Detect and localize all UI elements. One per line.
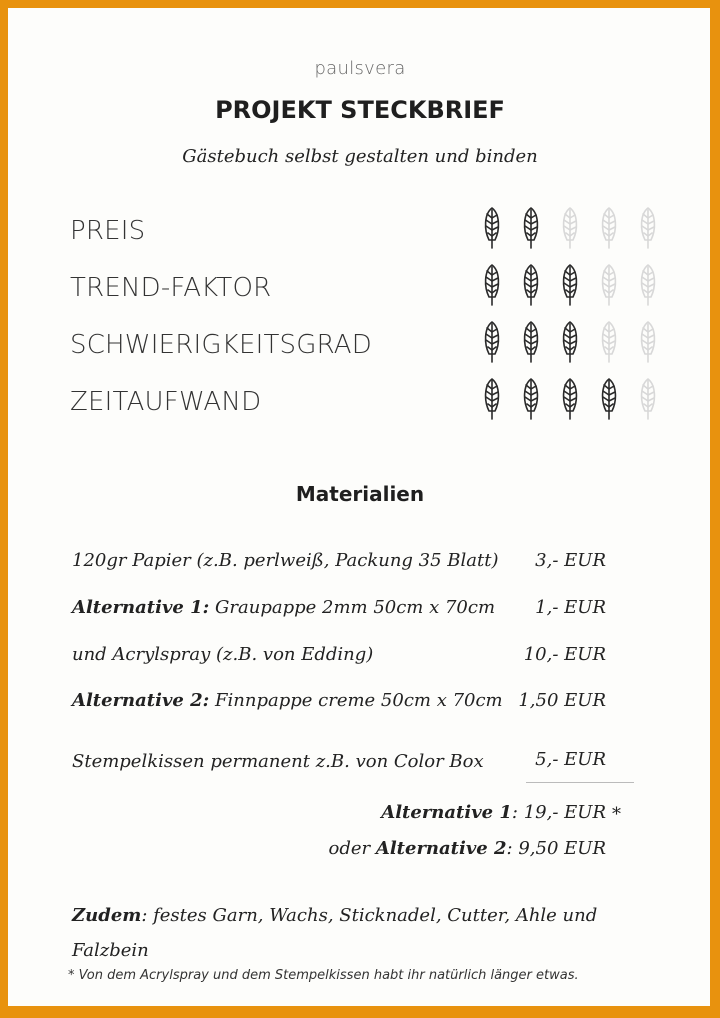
materials-title: Materialien xyxy=(295,482,425,506)
feather-icon-filled xyxy=(558,377,582,421)
page-subtitle: Gästebuch selbst gestalten und binden xyxy=(182,146,538,167)
feather-icon-empty xyxy=(636,377,660,421)
footnote: * Von dem Acrylspray und dem Stempelkissen habt ihr natürlich länger etwas. xyxy=(68,968,579,983)
material-item xyxy=(72,751,484,772)
extra-materials xyxy=(72,898,632,968)
material-item xyxy=(72,690,503,711)
feather-icon-filled xyxy=(480,320,504,364)
feather-icon-filled xyxy=(480,263,504,307)
feather-icon-filled xyxy=(558,320,582,364)
material-price: 3,- EUR xyxy=(535,550,606,571)
material-text: 120gr Papier (z.B. perlweiß, Packung 35 Blatt) xyxy=(72,550,499,571)
rating-feathers-preis xyxy=(480,206,670,252)
extra-label: Zudem xyxy=(72,905,142,926)
feather-icon-filled xyxy=(558,263,582,307)
material-text: Finnpappe creme 50cm x 70cm xyxy=(209,690,503,711)
feather-icon-empty xyxy=(636,206,660,250)
feather-icon-filled xyxy=(519,206,543,250)
rating-label-zeitaufwand: ZEITAUFWAND xyxy=(70,387,262,417)
extra-text: : festes Garn, Wachs, Sticknadel, Cutter, Ahle und Falzbein xyxy=(72,905,598,961)
feather-icon-filled xyxy=(480,377,504,421)
material-text: Graupappe 2mm 50cm x 70cm xyxy=(209,597,496,618)
total-alternative-2: oder Alternative 2: 9,50 EUR xyxy=(328,838,606,859)
rating-label-schwierigkeitsgrad: SCHWIERIGKEITSGRAD xyxy=(70,330,372,360)
feather-icon-filled xyxy=(597,377,621,421)
asterisk-mark: * xyxy=(612,804,621,825)
feather-icon-empty xyxy=(597,206,621,250)
feather-icon-filled xyxy=(519,263,543,307)
material-text: Stempelkissen permanent z.B. von Color Box xyxy=(72,751,484,772)
material-prefix: Alternative 2: xyxy=(72,690,210,711)
material-price: 5,- EUR xyxy=(535,749,606,770)
material-price: 1,- EUR xyxy=(535,597,606,618)
material-price: 1,50 EUR xyxy=(518,690,606,711)
material-prefix: Alternative 1: xyxy=(72,597,210,618)
rating-label-trend-faktor: TREND-FAKTOR xyxy=(70,273,272,303)
feather-icon-empty xyxy=(636,263,660,307)
material-item xyxy=(72,550,499,571)
feather-icon-filled xyxy=(480,206,504,250)
feather-icon-empty xyxy=(558,206,582,250)
rating-label-preis: PREIS xyxy=(70,216,146,246)
page-title: PROJEKT STECKBRIEF xyxy=(215,96,505,124)
rating-feathers-zeitaufwand xyxy=(480,377,670,423)
feather-icon-filled xyxy=(519,320,543,364)
material-price: 10,- EUR xyxy=(523,644,606,665)
feather-icon-filled xyxy=(519,377,543,421)
brand-name: paulsvera xyxy=(314,58,406,79)
material-text: und Acrylspray (z.B. von Edding) xyxy=(72,644,374,665)
feather-icon-empty xyxy=(597,320,621,364)
rating-feathers-schwierigkeitsgrad xyxy=(480,320,670,366)
rating-feathers-trend-faktor xyxy=(480,263,670,309)
feather-icon-empty xyxy=(636,320,660,364)
sum-divider xyxy=(526,782,634,783)
material-item xyxy=(72,597,495,618)
feather-icon-empty xyxy=(597,263,621,307)
total-alternative-1: Alternative 1: 19,- EUR xyxy=(381,802,606,823)
material-item xyxy=(72,644,373,665)
